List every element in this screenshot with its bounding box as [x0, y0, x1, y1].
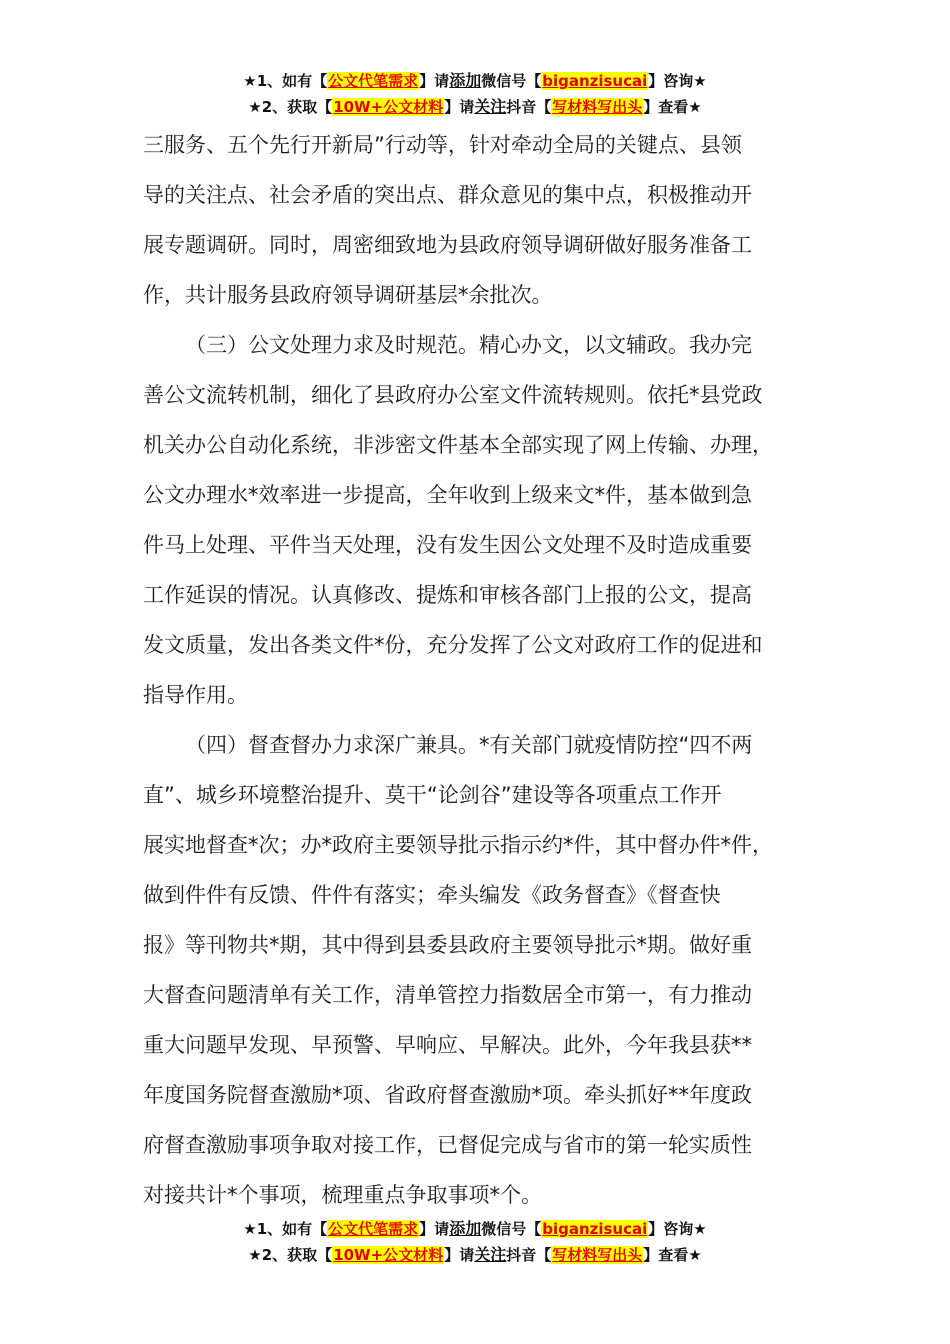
text-line: 善公文流转机制，细化了县政府办公室文件流转规则。依托*县党政	[143, 383, 763, 407]
text-line: 指导作用。	[143, 683, 248, 707]
text-line: 对接共计*个事项，梳理重点争取事项*个。	[143, 1183, 542, 1207]
banner-underlined: 添加	[449, 1219, 482, 1238]
banner-text: 】请	[419, 1220, 450, 1238]
banner-text: ★1、如有【	[243, 72, 328, 90]
text-line: 导的关注点、社会矛盾的突出点、群众意见的集中点，积极推动开	[143, 183, 752, 207]
banner-highlight: biganzisucai	[542, 72, 648, 90]
banner-text: 】咨询★	[648, 1220, 707, 1238]
banner-underlined: 添加	[449, 71, 482, 90]
banner-underlined: 关注	[474, 97, 507, 116]
text-line: 机关办公自动化系统，非涉密文件基本全部实现了网上传输、办理，	[143, 433, 773, 457]
banner-highlight: 公文代笔需求	[328, 72, 419, 90]
footer-banner	[0, 1216, 950, 1268]
text-line: 发文质量，发出各类文件*份，充分发挥了公文对政府工作的促进和	[143, 633, 763, 657]
banner-text: 微信号【	[481, 72, 542, 90]
banner-line-2	[0, 94, 950, 120]
text-line: 三服务、五个先行开新局”行动等，针对牵动全局的关键点、县领	[143, 133, 742, 157]
banner-text: 抖音【	[506, 1246, 552, 1264]
banner-text: 】请	[444, 98, 475, 116]
header-banner	[0, 68, 950, 120]
text-line: 公文办理水*效率进一步提高，全年收到上级来文*件，基本做到急	[143, 483, 752, 507]
text-line: 作，共计服务县政府领导调研基层*余批次。	[143, 283, 553, 307]
text-line: 做到件件有反馈、件件有落实；牵头编发《政务督查》《督查快	[143, 883, 721, 907]
banner-text: 】咨询★	[648, 72, 707, 90]
banner-text: 】查看★	[643, 1246, 702, 1264]
banner-text: ★2、获取【	[248, 1246, 333, 1264]
text-line: 展实地督查*次；办*政府主要领导批示指示约*件，其中督办件*件，	[143, 833, 773, 857]
banner-highlight: biganzisucai	[542, 1220, 648, 1238]
document-body	[143, 120, 813, 1220]
text-line: 件马上处理、平件当天处理，没有发生因公文处理不及时造成重要	[143, 533, 752, 557]
text-line: 工作延误的情况。认真修改、提炼和审核各部门上报的公文，提高	[143, 583, 752, 607]
section-heading-line: （三）公文处理力求及时规范。精心办文，以文辅政。我办完	[185, 333, 752, 357]
section-heading-line: （四）督查督办力求深广兼具。*有关部门就疫情防控“四不两	[185, 733, 753, 757]
text-line: 重大问题早发现、早预警、早响应、早解决。此外，今年我县获**	[143, 1033, 752, 1057]
banner-text: ★1、如有【	[243, 1220, 328, 1238]
text-line: 报》等刊物共*期，其中得到县委县政府主要领导批示*期。做好重	[143, 933, 752, 957]
text-line: 直”、城乡环境整治提升、莫干“论剑谷”建设等各项重点工作开	[143, 783, 722, 807]
text-line: 展专题调研。同时，周密细致地为县政府领导调研做好服务准备工	[143, 233, 752, 257]
banner-text: 】查看★	[643, 98, 702, 116]
banner-text: ★2、获取【	[248, 98, 333, 116]
text-line: 府督查激励事项争取对接工作，已督促完成与省市的第一轮实质性	[143, 1133, 752, 1157]
banner-text: 】请	[444, 1246, 475, 1264]
banner-highlight: 10W+公文材料	[333, 1246, 444, 1264]
banner-line-1	[0, 68, 950, 94]
banner-underlined: 关注	[474, 1245, 507, 1264]
banner-line-2	[0, 1242, 950, 1268]
banner-highlight: 写材料写出头	[552, 1246, 643, 1264]
banner-line-1	[0, 1216, 950, 1242]
banner-highlight: 10W+公文材料	[333, 98, 444, 116]
banner-highlight: 写材料写出头	[552, 98, 643, 116]
banner-text: 抖音【	[506, 98, 552, 116]
text-line: 大督查问题清单有关工作，清单管控力指数居全市第一，有力推动	[143, 983, 752, 1007]
banner-text: 微信号【	[481, 1220, 542, 1238]
banner-text: 】请	[419, 72, 450, 90]
text-line: 年度国务院督查激励*项、省政府督查激励*项。牵头抓好**年度政	[143, 1083, 752, 1107]
banner-highlight: 公文代笔需求	[328, 1220, 419, 1238]
